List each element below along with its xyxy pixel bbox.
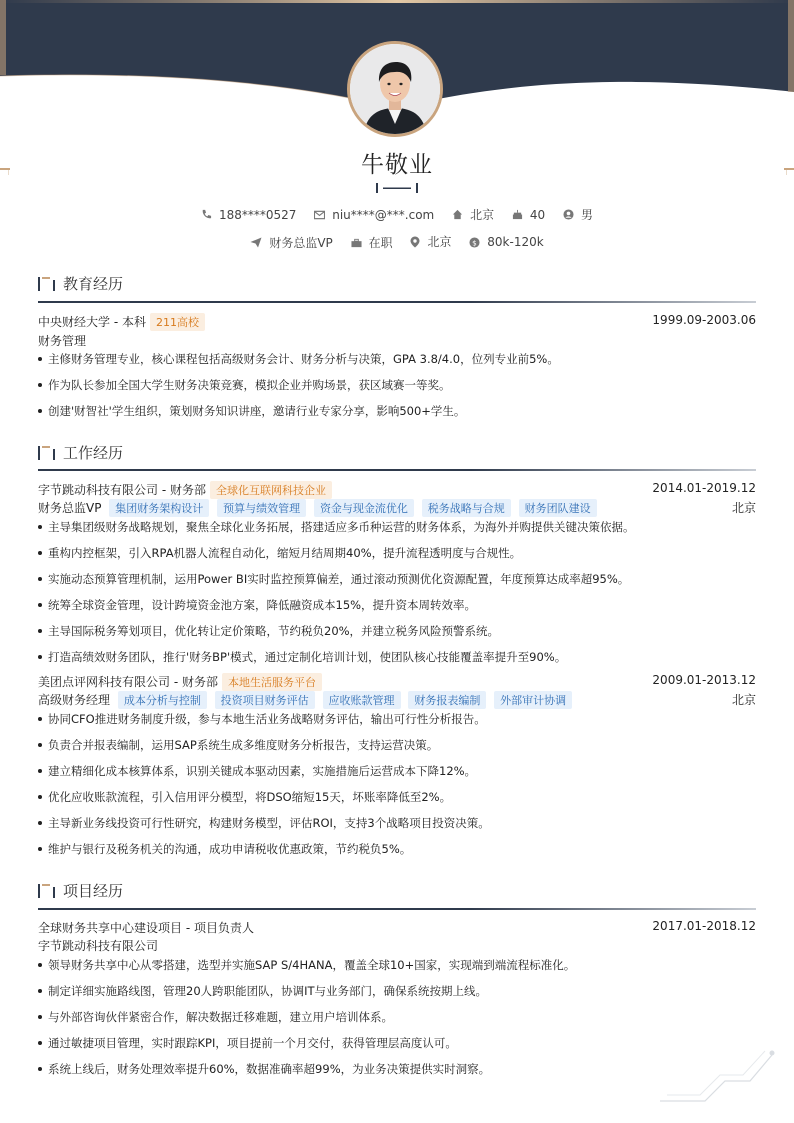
footer-decoration	[655, 1045, 780, 1105]
job-header	[38, 673, 756, 691]
education-header	[38, 313, 756, 331]
job-bullet: 主导国际税务筹划项目，优化转让定价策略，节约税负20%，并建立税务风险预警系统。	[38, 623, 756, 639]
project-name: 全球财务共享中心建设项目 - 项目负责人	[38, 921, 254, 935]
age-item: 40	[512, 208, 545, 222]
status-item: 在职	[351, 234, 393, 251]
job-city: 北京	[731, 501, 756, 515]
job-city: 北京	[731, 693, 756, 707]
skill-tag: 集团财务架构设计	[109, 499, 209, 517]
school-name: 中央财经大学 - 本科	[38, 315, 146, 329]
job-bullet: 主导集团级财务战略规划，聚焦全球化业务拓展，搭建适应多币种运营的财务体系，为海外并购提供关键决策依据。	[38, 519, 756, 535]
education-bullet: 创建'财智社'学生组织，策划财务知识讲座，邀请行业专家分享，影响500+学生。	[38, 403, 756, 419]
job-bullet: 统筹全球资金管理，设计跨境资金池方案，降低融资成本15%，提升资本周转效率。	[38, 597, 756, 613]
section-title-education: 教育经历	[38, 273, 123, 294]
section-divider	[38, 908, 756, 910]
job-role: 高级财务经理	[38, 693, 111, 707]
send-icon	[250, 237, 262, 248]
avatar	[347, 41, 443, 137]
skill-tag: 资金与现金流优化	[314, 499, 414, 517]
skill-tag: 税务战略与合规	[422, 499, 511, 517]
section-marker-icon	[38, 277, 56, 291]
education-date: 1999.09-2003.06	[652, 313, 756, 327]
job-bullet: 实施动态预算管理机制，运用Power BI实时监控预算偏差，通过滚动预测优化资源配置，年度预算达成率超95%。	[38, 571, 756, 587]
job-date: 2009.01-2013.12	[652, 673, 756, 687]
project-header	[38, 919, 756, 936]
city-item: 北京	[410, 233, 451, 250]
project-bullet: 系统上线后，财务处理效率提升60%，数据准确率超99%，为业务决策提供实时洞察。	[38, 1061, 756, 1077]
contact-row	[0, 206, 794, 223]
skill-tag: 成本分析与控制	[118, 691, 207, 709]
skill-tag: 财务报表编制	[408, 691, 486, 709]
phone-icon	[201, 209, 212, 220]
job-bullet: 重构内控框架，引入RPA机器人流程自动化，缩短月结周期40%，提升流程透明度与合规性。	[38, 545, 756, 561]
cake-icon	[512, 209, 523, 220]
salary-item: $ 80k-120k	[469, 235, 543, 249]
briefcase-icon	[351, 238, 362, 248]
project-bullet: 制定详细实施路线图，管理20人跨职能团队，协调IT与业务部门，确保系统按期上线。	[38, 983, 756, 999]
education-major: 财务管理	[38, 334, 87, 348]
school-tag: 211高校	[150, 313, 205, 331]
email-item: niu****@***.com	[314, 208, 434, 222]
skill-tag: 应收账款管理	[323, 691, 401, 709]
svg-text:$: $	[472, 237, 478, 247]
education-bullet: 作为队长参加全国大学生财务决策竞赛，模拟企业并购场景，获区域赛一等奖。	[38, 377, 756, 393]
job-bullet: 建立精细化成本核算体系，识别关键成本驱动因素，实施措施后运营成本下降12%。	[38, 763, 756, 779]
company-tag: 本地生活服务平台	[222, 673, 322, 691]
skill-tag: 投资项目财务评估	[215, 691, 315, 709]
job-bullet: 维护与银行及税务机关的沟通，成功申请税收优惠政策，节约税负5%。	[38, 841, 756, 857]
gender-item: 男	[563, 206, 593, 223]
company-tag: 全球化互联网科技企业	[210, 481, 332, 499]
job-item: 财务总监VP	[250, 234, 332, 251]
job-intent-row	[0, 233, 794, 251]
job-bullet: 协同CFO推进财务制度升级，参与本地生活业务战略财务评估，输出可行性分析报告。	[38, 711, 756, 727]
project-bullet: 领导财务共享中心从零搭建，选型并实施SAP S/4HANA，覆盖全球10+国家，实现端到端流程标准化。	[38, 957, 756, 973]
job-bullet: 优化应收账款流程，引入信用评分模型，将DSO缩短15天，坏账率降低至2%。	[38, 789, 756, 805]
job-bullet: 打造高绩效财务团队，推行'财务BP'模式，通过定制化培训计划，使团队核心技能覆盖率提升至90%。	[38, 649, 756, 665]
section-marker-icon	[38, 446, 56, 460]
job-header	[38, 481, 756, 499]
section-divider	[38, 301, 756, 303]
phone-item: 188****0527	[201, 208, 296, 222]
person-photo-icon	[350, 44, 440, 134]
user-icon	[563, 209, 574, 220]
section-title-project: 项目经历	[38, 880, 123, 901]
map-pin-icon	[410, 236, 420, 248]
section-title-work: 工作经历	[38, 442, 123, 463]
skill-tag: 财务团队建设	[519, 499, 597, 517]
education-bullet: 主修财务管理专业，核心课程包括高级财务会计、财务分析与决策，GPA 3.8/4.0，位列专业前5%。	[38, 351, 756, 367]
project-bullet: 通过敏捷项目管理，实时跟踪KPI，项目提前一个月交付，获得管理层高度认可。	[38, 1035, 756, 1051]
job-bullet: 负责合并报表编制，运用SAP系统生成多维度财务分析报告，支持运营决策。	[38, 737, 756, 753]
candidate-name: 牛敬业	[361, 152, 433, 178]
company-name: 美团点评网科技有限公司 - 财务部	[38, 675, 218, 689]
coin-icon	[469, 237, 480, 248]
job-role: 财务总监VP	[38, 501, 102, 515]
skill-tag: 外部审计协调	[494, 691, 572, 709]
mail-icon	[314, 210, 325, 220]
company-name: 字节跳动科技有限公司 - 财务部	[38, 483, 206, 497]
section-marker-icon	[38, 884, 56, 898]
job-role-row	[38, 499, 756, 517]
section-divider	[38, 469, 756, 471]
project-date: 2017.01-2018.12	[652, 919, 756, 933]
skill-tag: 预算与绩效管理	[217, 499, 306, 517]
project-company: 字节跳动科技有限公司	[38, 939, 159, 953]
location-item: 北京	[452, 206, 494, 223]
name-divider	[375, 182, 419, 194]
home-icon	[452, 209, 463, 220]
job-bullet: 主导新业务线投资可行性研究，构建财务模型，评估ROI，支持3个战略项目投资决策。	[38, 815, 756, 831]
project-bullet: 与外部咨询伙伴紧密合作，解决数据迁移难题，建立用户培训体系。	[38, 1009, 756, 1025]
job-date: 2014.01-2019.12	[652, 481, 756, 495]
job-role-row	[38, 691, 756, 709]
